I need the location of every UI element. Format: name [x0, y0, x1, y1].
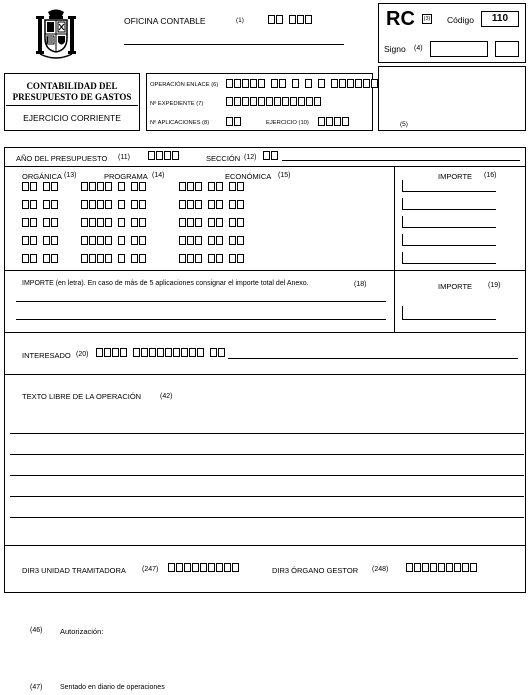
anio-num: (11) [118, 154, 130, 161]
signo-label: Signo [384, 44, 406, 54]
operacion-enlace-label: OPERACIÓN ENLACE (6) [150, 82, 219, 88]
oficina-contable-num: (1) [236, 17, 244, 24]
programa-num: (14) [152, 172, 165, 179]
divider-5 [4, 545, 526, 546]
programa-label: PROGRAMA [104, 172, 148, 181]
interesado-name-line[interactable] [228, 358, 518, 359]
importe-label: IMPORTE [438, 172, 473, 181]
economica-label: ECONÓMICA [225, 172, 272, 181]
title-line1: CONTABILIDAD DEL [26, 81, 118, 91]
importe-input-2[interactable] [402, 198, 496, 210]
ejercicio-input[interactable] [318, 117, 350, 126]
aplicacion-row-4[interactable] [22, 236, 245, 245]
organica-num: (13) [64, 172, 77, 179]
divider-2 [4, 270, 526, 271]
texto-libre-num: (42) [160, 393, 173, 400]
importe-19-input[interactable] [402, 306, 496, 320]
importe-num: (16) [484, 172, 497, 179]
importe-col-divider [394, 166, 395, 270]
importe-letra-label: IMPORTE (en letra). En caso de más de 5 aplicaciones consignar el importe total del Anexo. [22, 280, 309, 287]
importe-input-5[interactable] [402, 252, 496, 264]
ejercicio-label: EJERCICIO (10) [266, 120, 309, 126]
main-form [4, 147, 526, 593]
dir3-organo-label: DIR3 ÓRGANO GESTOR [272, 566, 359, 575]
importe-input-1[interactable] [402, 180, 496, 192]
box-5-num: (5) [400, 121, 408, 128]
autorizacion-num: (46) [30, 627, 43, 634]
anio-input[interactable] [148, 151, 180, 160]
interesado-nif-input[interactable] [96, 348, 226, 357]
dir3-organo-input[interactable] [406, 563, 478, 572]
title-line2: PRESUPUESTO DE GASTOS [12, 92, 132, 102]
aplicacion-row-2[interactable] [22, 200, 245, 209]
importe-19-label: IMPORTE [438, 282, 473, 291]
interesado-label: INTERESADO [22, 351, 71, 360]
importe-letra-line-1[interactable] [16, 301, 386, 302]
interesado-num: (20) [76, 351, 89, 358]
signo-input-2[interactable] [495, 41, 519, 57]
dir3-unidad-num: (247) [142, 566, 159, 573]
texto-libre-line-1[interactable] [10, 433, 524, 434]
rc-num: (3) [423, 16, 431, 22]
signo-input-1[interactable] [430, 41, 488, 57]
importe-19-divider [394, 270, 395, 332]
aplicacion-row-1[interactable] [22, 182, 245, 191]
oficina-contable-line [124, 44, 344, 45]
texto-libre-line-5[interactable] [10, 517, 524, 518]
coat-of-arms-icon [34, 8, 78, 60]
importe-input-4[interactable] [402, 234, 496, 246]
sentado-num: (47) [30, 684, 43, 691]
expediente-input[interactable] [226, 97, 322, 106]
expediente-label: Nº EXPEDIENTE (7) [150, 101, 204, 107]
organica-label: ORGÁNICA [22, 172, 63, 181]
oficina-contable-label: OFICINA CONTABLE [124, 16, 206, 26]
texto-libre-line-3[interactable] [10, 475, 524, 476]
aplicacion-row-3[interactable] [22, 218, 245, 227]
divider-3 [4, 332, 526, 333]
divider-4 [4, 374, 526, 375]
codigo-value: 110 [481, 11, 519, 27]
seccion-label: SECCIÓN [206, 154, 241, 163]
seccion-num: (12) [244, 154, 257, 161]
signo-num: (4) [414, 45, 423, 52]
divider-1 [4, 166, 526, 167]
title-line3: EJERCICIO CORRIENTE [23, 113, 121, 123]
dir3-unidad-input[interactable] [168, 563, 240, 572]
dir3-unidad-label: DIR3 UNIDAD TRAMITADORA [22, 566, 126, 575]
title-divider [6, 105, 138, 106]
anio-label: AÑO DEL PRESUPUESTO [16, 154, 108, 163]
texto-libre-line-2[interactable] [10, 454, 524, 455]
economica-num: (15) [278, 172, 291, 179]
dir3-organo-num: (248) [372, 566, 389, 573]
seccion-input[interactable] [263, 151, 279, 160]
aplicaciones-label: Nº APLICACIONES (8) [150, 120, 210, 126]
rc-label: RC [386, 8, 415, 30]
codigo-label: Código [447, 15, 474, 25]
importe-letra-line-2[interactable] [16, 319, 386, 320]
texto-libre-line-4[interactable] [10, 496, 524, 497]
oficina-contable-input[interactable] [268, 15, 313, 24]
importe-input-3[interactable] [402, 216, 496, 228]
importe-letra-num: (18) [354, 281, 367, 288]
autorizacion-label: Autorización: [60, 627, 104, 636]
aplicacion-row-5[interactable] [22, 254, 245, 263]
sentado-label: Sentado en diario de operaciones [60, 684, 165, 691]
aplicaciones-input[interactable] [226, 117, 242, 126]
importe-19-num: (19) [488, 282, 501, 289]
texto-libre-label: TEXTO LIBRE DE LA OPERACIÓN [22, 392, 142, 401]
seccion-line [282, 160, 520, 161]
operacion-enlace-input[interactable] [226, 79, 379, 88]
